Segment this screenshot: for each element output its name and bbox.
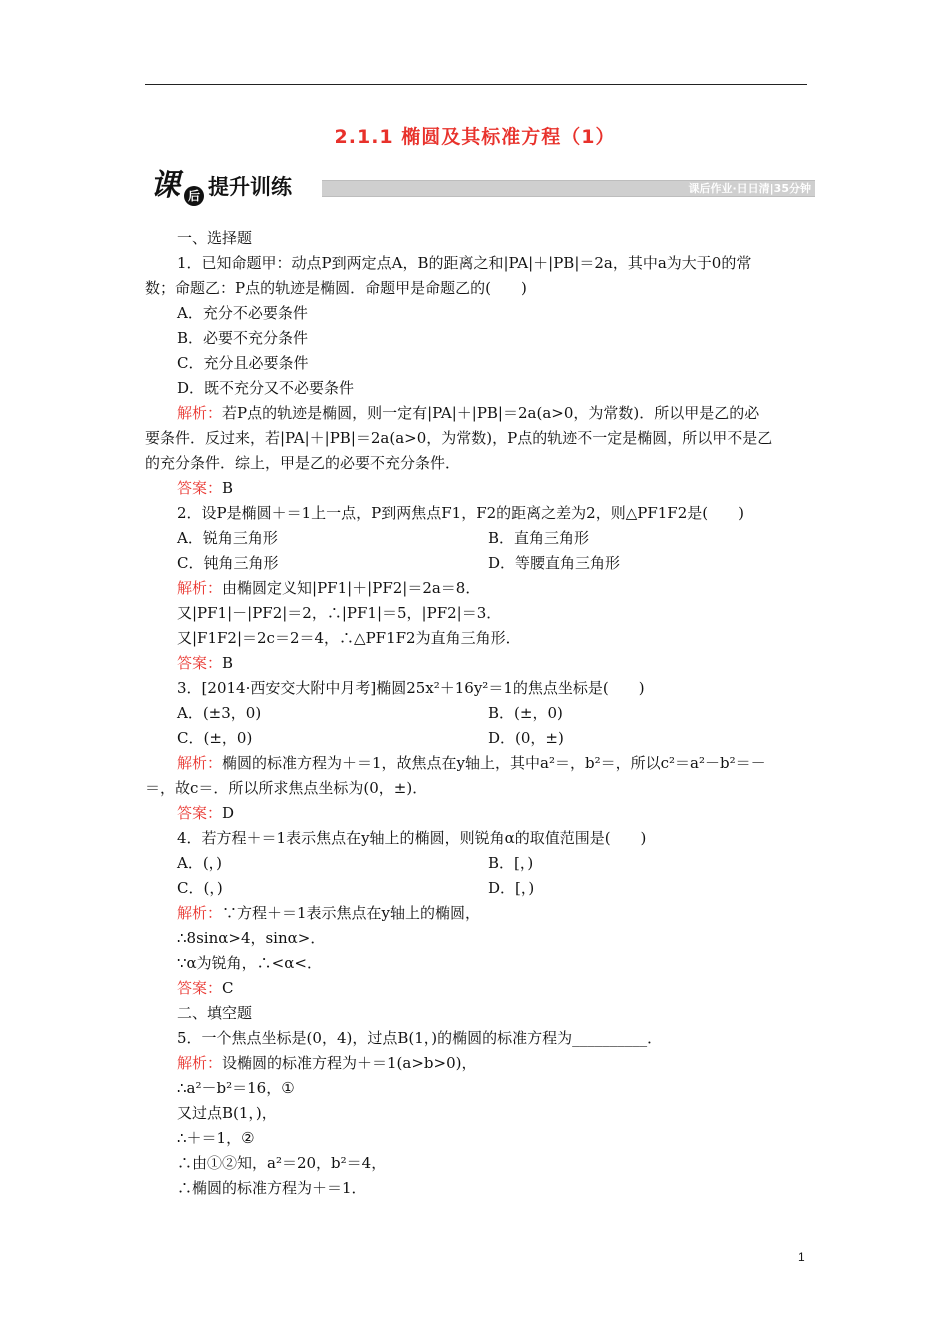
solution-label: 解析： [177,579,223,597]
solution-label: 解析： [177,404,223,422]
solution-line [145,1051,815,1076]
document-body [145,226,815,1201]
option-line: C．(，) [177,879,223,897]
answer-label: 答案： [177,979,223,997]
solution-line: ∵α为锐角，∴<α<． [177,954,322,972]
solution-label: 解析： [177,1054,223,1072]
solution-line: 的充分条件．综上，甲是乙的必要不充分条件． [145,454,461,472]
solution-text: ∵方程＋＝1表示焦点在y轴上的椭圆， [222,904,481,922]
solution-text: 由椭圆定义知|PF1|＋|PF2|＝2a＝8． [222,579,481,597]
solution-label: 解析： [177,904,223,922]
answer-text: C [222,979,234,997]
option-line: D．等腰直角三角形 [488,554,621,572]
question-line: 数；命题乙：P点的轨迹是椭圆．命题甲是命题乙的( ) [145,279,527,297]
top-rule [145,84,807,85]
option-row [145,876,815,901]
option-line: A．锐角三角形 [177,529,278,547]
solution-line: ∴8sinα>4，sinα>． [177,929,326,947]
solution-line [145,901,815,926]
solution-line: ∴a²－b²＝16，① [177,1079,295,1097]
banner-logo-char: 课 [150,168,180,203]
banner-bar [322,180,815,197]
option-row [145,701,815,726]
answer-line [145,476,815,501]
banner-tag: 课后作业·日日清|35分钟 [688,182,811,195]
option-row [145,851,815,876]
option-row [145,726,815,751]
solution-text: 设椭圆的标准方程为＋＝1(a>b>0)， [222,1054,477,1072]
section-banner [150,168,815,208]
solution-line: 又|PF1|－|PF2|＝2，∴|PF1|＝5，|PF2|＝3． [177,604,502,622]
option-row [145,551,815,576]
option-line: B．必要不充分条件 [177,329,309,347]
option-line: A．充分不必要条件 [177,304,308,322]
question-line: 4．若方程＋＝1表示焦点在y轴上的椭圆，则锐角α的取值范围是( ) [177,829,647,847]
solution-line: 又过点B(1，)， [177,1104,277,1122]
question-line: 1．已知命题甲：动点P到两定点A，B的距离之和|PA|＋|PB|＝2a，其中a为大于0的常 [177,254,752,272]
option-line: D．既不充分又不必要条件 [177,379,355,397]
answer-label: 答案： [177,804,223,822]
option-line: C．充分且必要条件 [177,354,309,372]
question-line: 3．[2014·西安交大附中月考]椭圆25x²＋16y²＝1的焦点坐标是( ) [177,679,645,697]
solution-label: 解析： [177,754,223,772]
option-line: B．[，) [488,854,534,872]
option-row [145,526,815,551]
option-line: C．钝角三角形 [177,554,279,572]
answer-label: 答案： [177,479,223,497]
section-heading: 二、填空题 [177,1004,253,1022]
option-line: A．(，) [177,854,223,872]
answer-label: 答案： [177,654,223,672]
solution-line: ∴＋＝1，② [177,1129,255,1147]
option-line: C．(±，0) [177,729,253,747]
solution-line: ∴由①②知，a²＝20，b²＝4， [177,1154,387,1172]
banner-logo-text: 提升训练 [208,175,292,199]
option-line: B．直角三角形 [488,529,590,547]
question-line: 2．设P是椭圆＋＝1上一点，P到两焦点F1，F2的距离之差为2，则△PF1F2是( ) [177,504,744,522]
option-line: D．[，) [488,879,535,897]
question-line: 5．一个焦点坐标是(0，4)，过点B(1，)的椭圆的标准方程为__________． [177,1029,663,1047]
answer-text: D [222,804,235,822]
option-line: B．(±，0) [488,704,563,722]
answer-text: B [222,479,234,497]
solution-line [145,576,815,601]
solution-line: 要条件．反过来，若|PA|＋|PB|＝2a(a>0，为常数)，P点的轨迹不一定是椭圆，所以甲不是乙 [145,429,773,447]
answer-line [145,801,815,826]
solution-line [145,401,815,426]
solution-line: ＝，故c＝．所以所求焦点坐标为(0，±)． [145,779,428,797]
answer-line [145,651,815,676]
banner-logo-circle: 后 [184,186,204,206]
solution-line: 又|F1F2|＝2c＝2＝4，∴△PF1F2为直角三角形． [177,629,521,647]
answer-text: B [222,654,234,672]
solution-text: 若P点的轨迹是椭圆，则一定有|PA|＋|PB|＝2a(a>0，为常数)．所以甲是乙的必 [222,404,760,422]
solution-line [145,751,815,776]
option-line: D．(0，±) [488,729,564,747]
answer-line [145,976,815,1001]
option-line: A．(±3，0) [177,704,262,722]
solution-line: ∴椭圆的标准方程为＋＝1． [177,1179,367,1197]
section-heading: 一、选择题 [177,229,253,247]
solution-text: 椭圆的标准方程为＋＝1，故焦点在y轴上，其中a²＝，b²＝，所以c²＝a²－b²＝－ [222,754,766,772]
page-title: 2.1.1 椭圆及其标准方程（1） [334,126,616,148]
page-number: 1 [798,1250,805,1264]
